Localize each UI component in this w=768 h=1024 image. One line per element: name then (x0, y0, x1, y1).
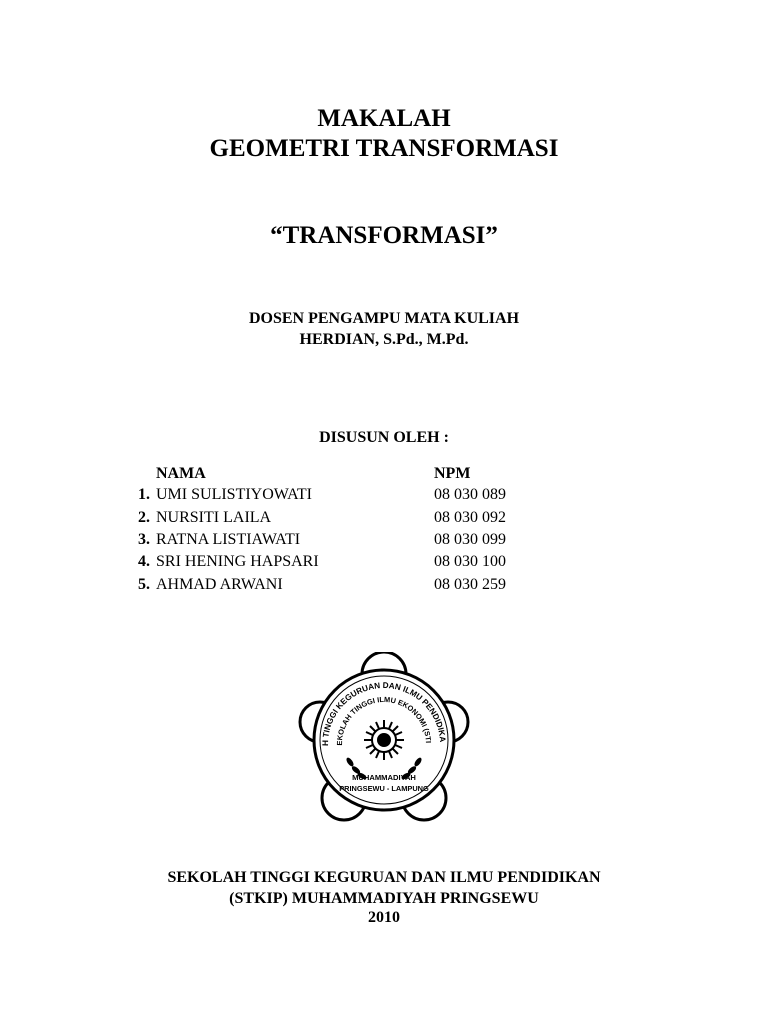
author-number: 5. (138, 576, 150, 593)
logo-ring-text: H TINGGI KEGURUAN DAN ILMU PENDIDIKA (320, 680, 448, 747)
logo-bottom-text-2: PRINGSEWU - LAMPUNG (339, 784, 429, 793)
author-number: 4. (138, 553, 150, 570)
institution-logo (298, 652, 470, 824)
author-name: RATNA LISTIAWATI (156, 531, 301, 548)
author-number: 2. (138, 509, 150, 526)
logo-inner-text: EKOLAH TINGGI ILMU EKONOMI (STI (334, 694, 433, 746)
sun-emblem-icon (364, 720, 404, 760)
author-name: UMI SULISTIYOWATI (156, 486, 312, 503)
author-number: 1. (138, 486, 150, 503)
lecturer-label: DOSEN PENGAMPU MATA KULIAH (248, 310, 520, 327)
doc-title-line2: GEOMETRI TRANSFORMASI (209, 135, 559, 162)
author-npm: 08 030 099 (434, 531, 506, 548)
lecturer-name: HERDIAN, S.Pd., M.Pd. (299, 331, 469, 348)
author-name: SRI HENING HAPSARI (156, 553, 319, 570)
author-number: 3. (138, 531, 150, 548)
author-name: NURSITI LAILA (156, 509, 272, 526)
footer-institution-line1: SEKOLAH TINGGI KEGURUAN DAN ILMU PENDIDIKAN (167, 869, 601, 886)
author-name: AHMAD ARWANI (156, 576, 283, 593)
doc-topic: “TRANSFORMASI” (270, 222, 498, 249)
footer-institution-line2: (STKIP) MUHAMMADIYAH PRINGSEWU (229, 890, 539, 907)
column-header-npm: NPM (434, 465, 471, 482)
footer-year: 2010 (368, 909, 400, 926)
authors-label: DISUSUN OLEH : (319, 429, 449, 446)
author-npm: 08 030 259 (434, 576, 506, 593)
column-header-name: NAMA (156, 465, 206, 482)
logo-bottom-text-1: MUHAMMADIYAH (352, 773, 416, 782)
doc-title-line1: MAKALAH (317, 105, 451, 132)
author-npm: 08 030 100 (434, 553, 506, 570)
author-npm: 08 030 092 (434, 509, 506, 526)
author-npm: 08 030 089 (434, 486, 506, 503)
